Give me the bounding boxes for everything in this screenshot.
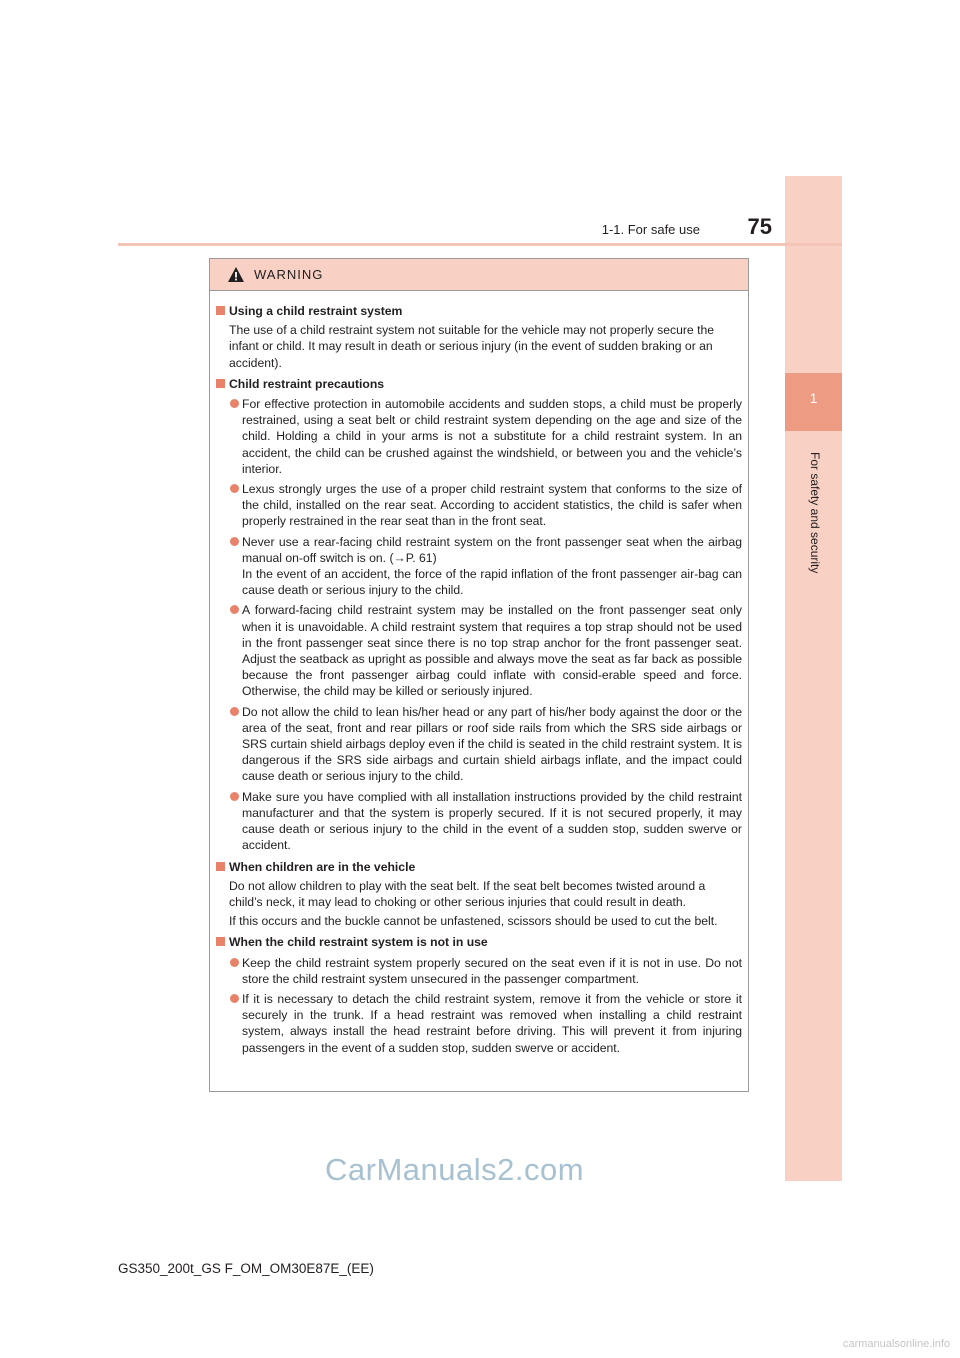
round-bullet-icon [230,994,239,1003]
round-bullet-icon [230,792,239,801]
warning-section-title: Child restraint precautions [229,376,385,391]
warning-bullet-text: Make sure you have complied with all installation instructions provided by the child restraint manufacturer and that the system is properly secured. If it is not secured properly, it may cause death or serious injury to the child in the event of a sudden stop, sudden swerve or accident. [242,789,742,853]
warning-bullet [229,602,742,699]
warning-bullet [229,789,742,854]
warning-section [216,859,742,930]
warning-section-title: When the child restraint system is not in use [229,935,488,950]
bottom-watermark: carmanualsonline.info [842,1338,950,1350]
warning-paragraph: The use of a child restraint system not suitable for the vehicle may not properly secure the infant or child. It may result in death or serious injury (in the event of sudden braking or an accident). [229,323,715,370]
square-bullet-icon [216,937,225,946]
chapter-number: 1 [809,390,818,406]
section-title: 1-1. For safe use [601,222,700,237]
round-bullet-icon [230,958,239,967]
warning-bullet-text: Never use a rear-facing child restraint system on the front passenger seat when the airbag manual on-off switch is on. (→P. 61) In the event of an accident, the force of the rapid inflation of the front passenger air-bag can cause death or serious injury to the child. [242,534,742,598]
warning-bullet-text: If it is necessary to detach the child restraint system, remove it from the vehicle or store it securely in the trunk. If a head restraint was removed when installing a child restraint system, always install the head restraint before driving. This will prevent it from injuring passengers in the event of a sudden stop, sudden swerve or accident. [242,991,742,1055]
warning-bullet-text: Keep the child restraint system properly secured on the seat even if it is not in use. Do not store the child restraint system unsecured in the passenger compartment. [242,955,742,986]
warning-paragraph: Do not allow children to play with the seat belt. If the seat belt becomes twisted around a child’s neck, it may lead to choking or other serious injuries that could result in death. [229,878,706,909]
square-bullet-icon [216,862,225,871]
warning-bullet [229,481,742,530]
chapter-title: For safety and security [808,452,822,574]
page-number: 75 [747,214,772,239]
warning-section-title: Using a child restraint system [229,304,403,318]
warning-bullet-text: Do not allow the child to lean his/her head or any part of his/her body against the door or the area of the seat, front and rear pillars or roof side rails from which the SRS side airbags or SRS curtain shield airbags deploy even if the child is seated in the child restraint system. It is dangerous if the SRS side airbags and curtain shield airbags inflate, and the impact could cause death or serious injury to the child. [242,704,742,784]
manual-code: GS350_200t_GS F_OM_OM30E87E_(EE) [118,1261,374,1276]
warning-bullet [229,534,742,599]
warning-bullet [229,396,742,477]
warning-triangle-icon [227,266,245,283]
warning-bullet [229,955,742,987]
warning-box [209,258,749,1092]
header-divider [118,243,842,246]
warning-title: WARNING [254,267,324,282]
warning-section [216,934,742,1055]
warning-section [216,303,742,371]
round-bullet-icon [230,399,239,408]
warning-bullet-text: For effective protection in automobile accidents and sudden stops, a child must be properly restrained, using a seat belt or child restraint system depending on the age and size of the child. Holding a child in your arms is not a substitute for a child restraint system. In an accident, the child can be crushed against the windshield, or between you and the vehicle’s interior. [242,397,742,476]
square-bullet-icon [216,306,225,315]
warning-paragraph: If this occurs and the buckle cannot be unfastened, scissors should be used to cut the belt. [229,914,718,929]
round-bullet-icon [230,605,239,614]
warning-section-title: When children are in the vehicle [229,859,416,874]
warning-section [216,376,742,854]
warning-bullet-text: Lexus strongly urges the use of a proper child restraint system that conforms to the size of the child, installed on the rear seat. According to accident statistics, the child is safer when properly restrained in the rear seat than in the front seat. [242,482,742,529]
watermark-logo: CarManuals2.com [325,1152,585,1187]
warning-body [210,291,748,1056]
warning-bullet-text: A forward-facing child restraint system may be installed on the front passenger seat only when it is unavoidable. A child restraint system that requires a top strap should not be used in the front passenger seat since there is no top strap anchor for the front passenger seat. Adjust the seatback as upright as possible and always move the seat as far back as possible because the front passenger airbag could inflate with consid-erable speed and force. Otherwise, the child may be killed or seriously injured. [242,603,742,699]
round-bullet-icon [230,484,239,493]
square-bullet-icon [216,379,225,388]
round-bullet-icon [230,537,239,546]
chapter-side-strip [785,176,842,1181]
round-bullet-icon [230,707,239,716]
warning-header [210,259,748,291]
warning-bullet [229,991,742,1056]
warning-bullet [229,704,742,785]
